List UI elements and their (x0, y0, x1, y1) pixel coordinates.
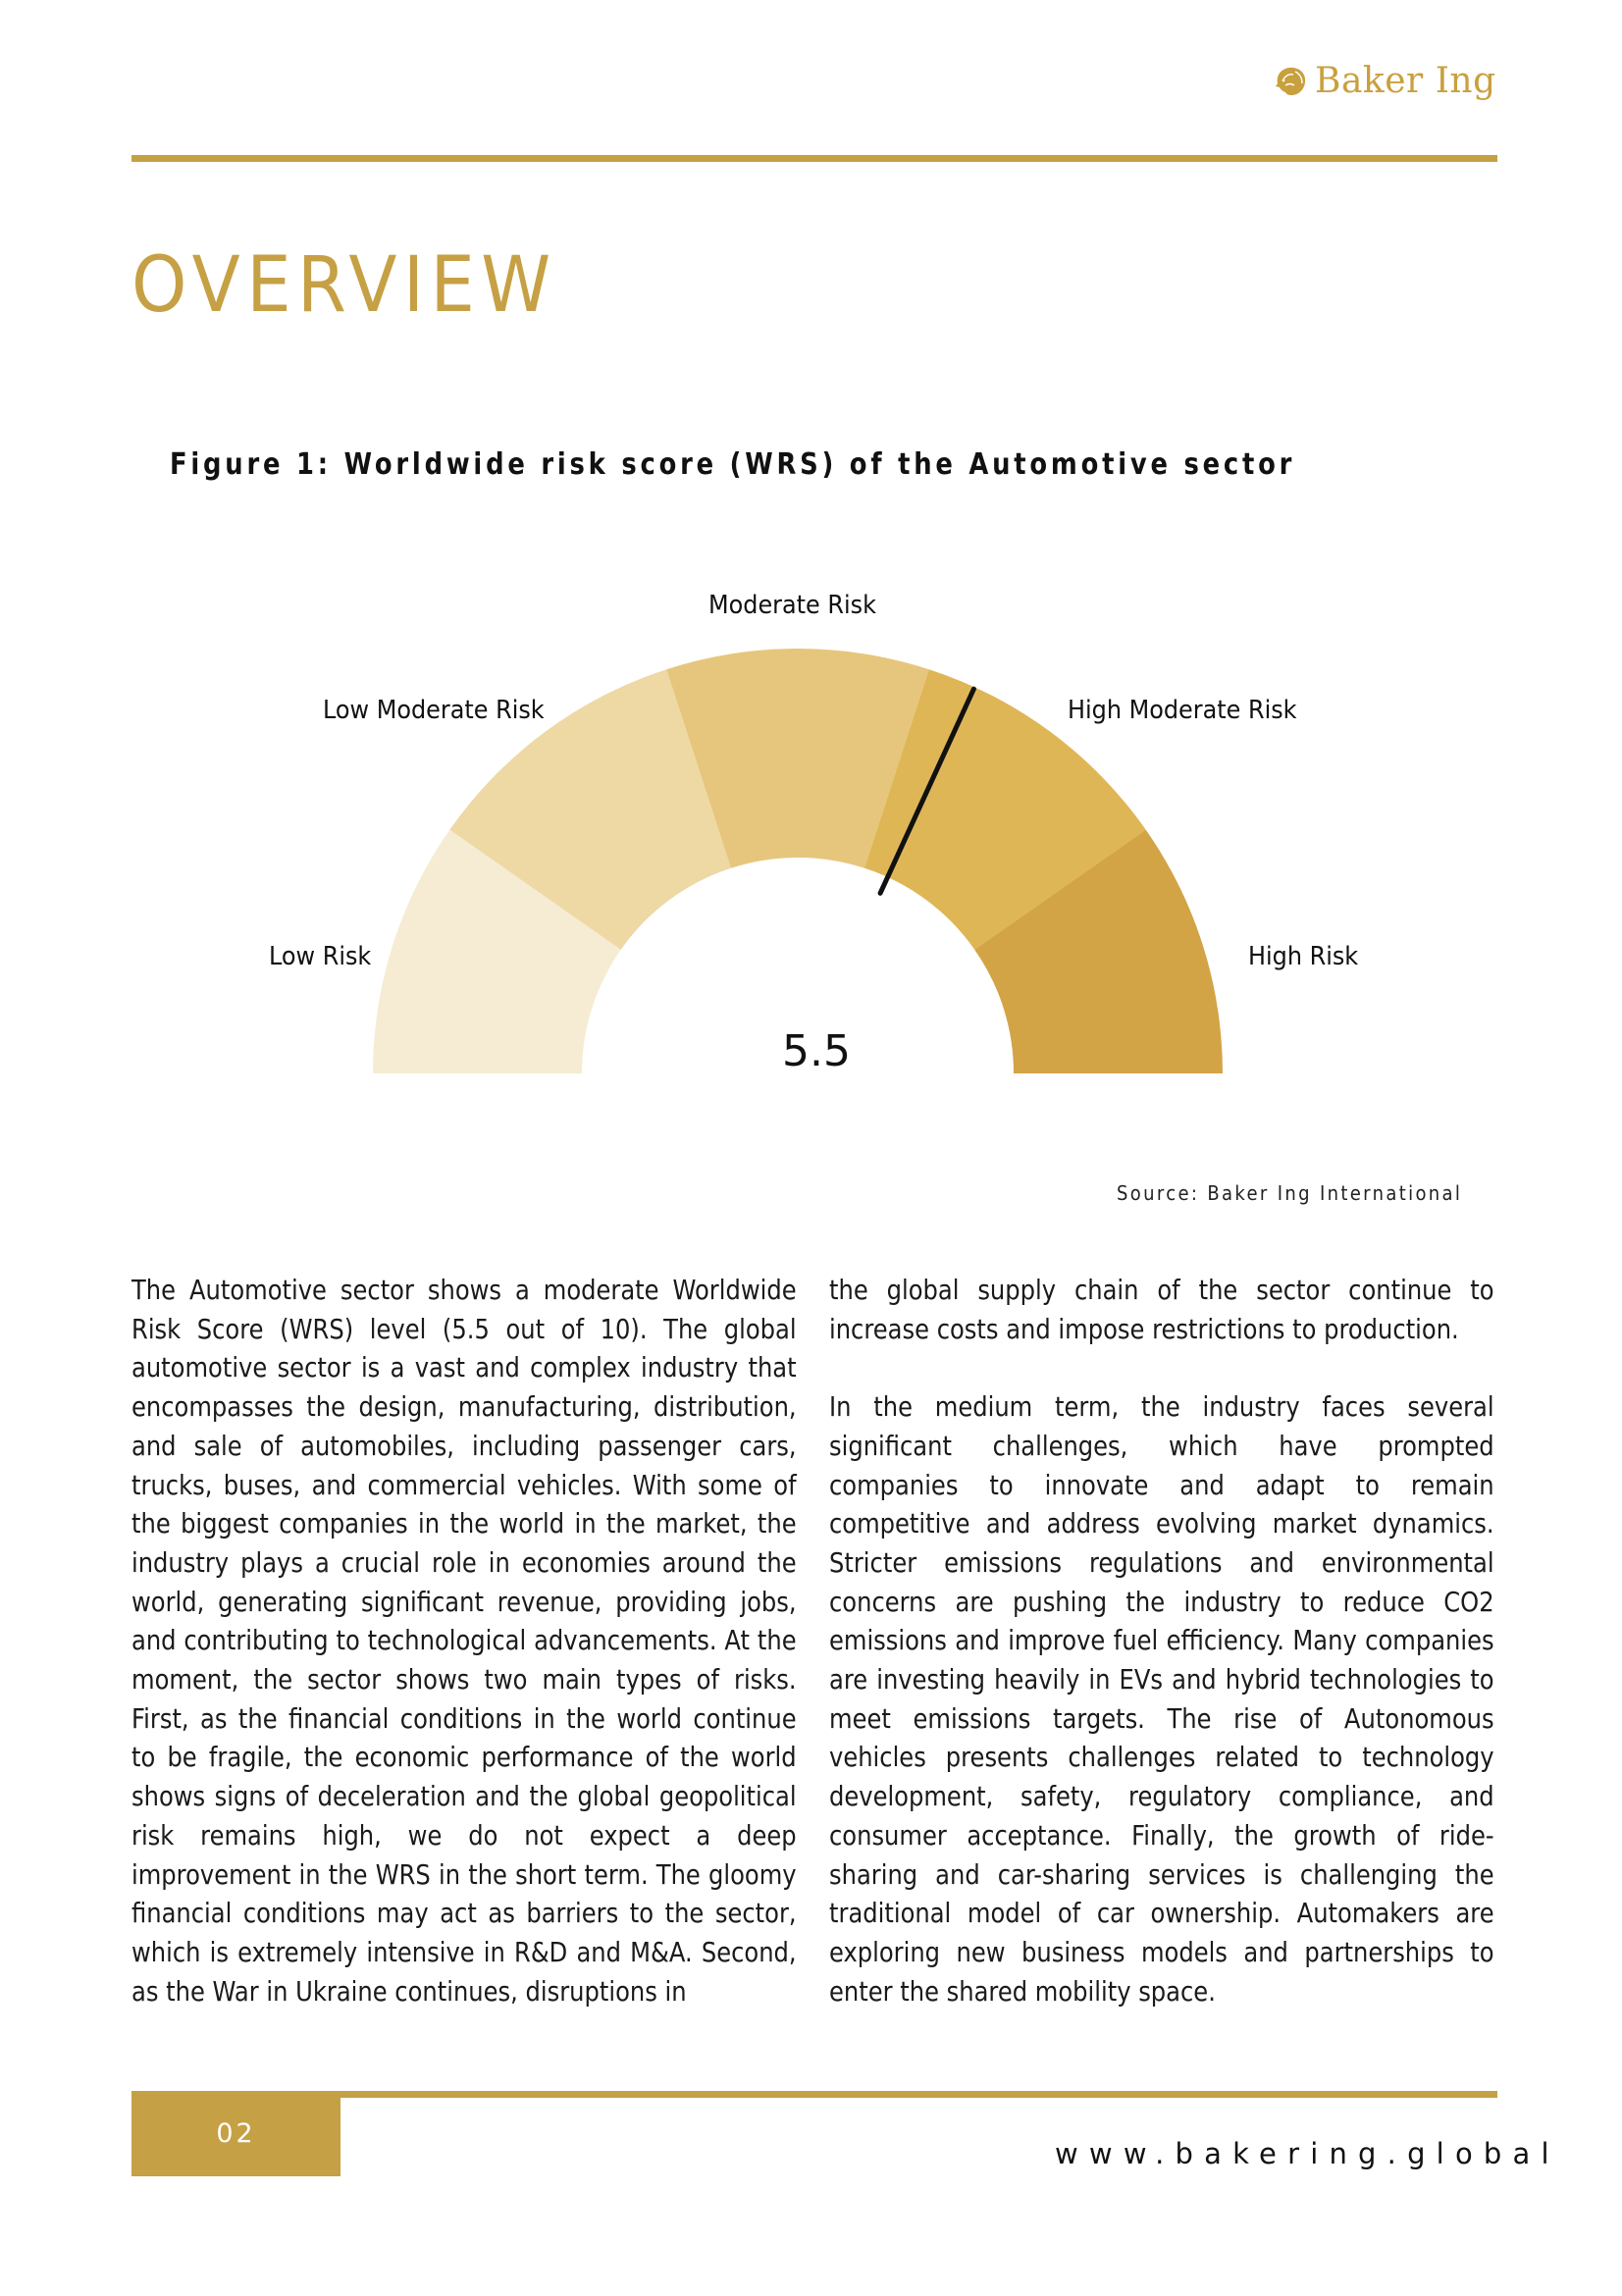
paragraph: The Automotive sector shows a moderate Worldwide Risk Score (WRS) level (5.5 out of 10). The global automotive sector is a vast and complex industry that encompasses the design, manufacturing, distribution, and sale of automobiles, including passenger cars, trucks, buses, and commercial vehicles. With some of the biggest companies in the world in the market, the industry plays a crucial role in economies around the world, generating significant revenue, providing jobs, and contributing to technological advancements. At the moment, the sector shows two main types of risks. First, as the financial conditions in the world continue to be fragile, the economic performance of the world shows signs of deceleration and the global geopolitical risk remains high, we do not expect a deep improvement in the WRS in the short term. The gloomy financial conditions may act as barriers to the sector, which is extremely intensive in R&D and M&A. Second, as the War in Ukraine continues, disruptions in (131, 1275, 797, 2008)
gauge-label-moderate: Moderate Risk (708, 591, 876, 620)
gauge-label-low-moderate: Low Moderate Risk (323, 696, 545, 725)
page-number-box (131, 2091, 340, 2176)
website-url: www.bakering.global (1055, 2137, 1560, 2170)
gauge-value: 5.5 (782, 1026, 851, 1076)
gauge-label-low: Low Risk (269, 942, 372, 971)
figure-caption: Figure 1: Worldwide risk score (WRS) of the Automotive sector (170, 447, 1296, 482)
paragraph: the global supply chain of the sector continue to increase costs and impose restrictions to production. (829, 1275, 1494, 1345)
figure-source: Source: Baker Ing International (1117, 1181, 1463, 1205)
gauge-label-high-moderate: High Moderate Risk (1068, 696, 1297, 725)
body-column-left (131, 1272, 797, 2011)
paragraph: In the medium term, the industry faces several significant challenges, which have prompted companies to innovate and adapt to remain competitive and address evolving market dynamics. Stricter emissions regulations and environmental concerns are pushing the industry to reduce CO2 emissions and improve fuel efficiency. Many companies are investing heavily in EVs and hybrid technologies to meet emissions targets. The rise of Autonomous vehicles presents challenges related to technology development, safety, regulatory compliance, and consumer acceptance. Finally, the growth of ride-sharing and car-sharing services is challenging the traditional model of car ownership. Automakers are exploring new business models and partnerships to enter the shared mobility space. (829, 1391, 1494, 2008)
brand-name: Baker Ing (1315, 61, 1496, 101)
page-title: OVERVIEW (131, 241, 557, 330)
page-number: 02 (216, 2118, 256, 2149)
body-column-right (829, 1272, 1494, 2011)
gauge-label-high: High Risk (1248, 942, 1359, 971)
